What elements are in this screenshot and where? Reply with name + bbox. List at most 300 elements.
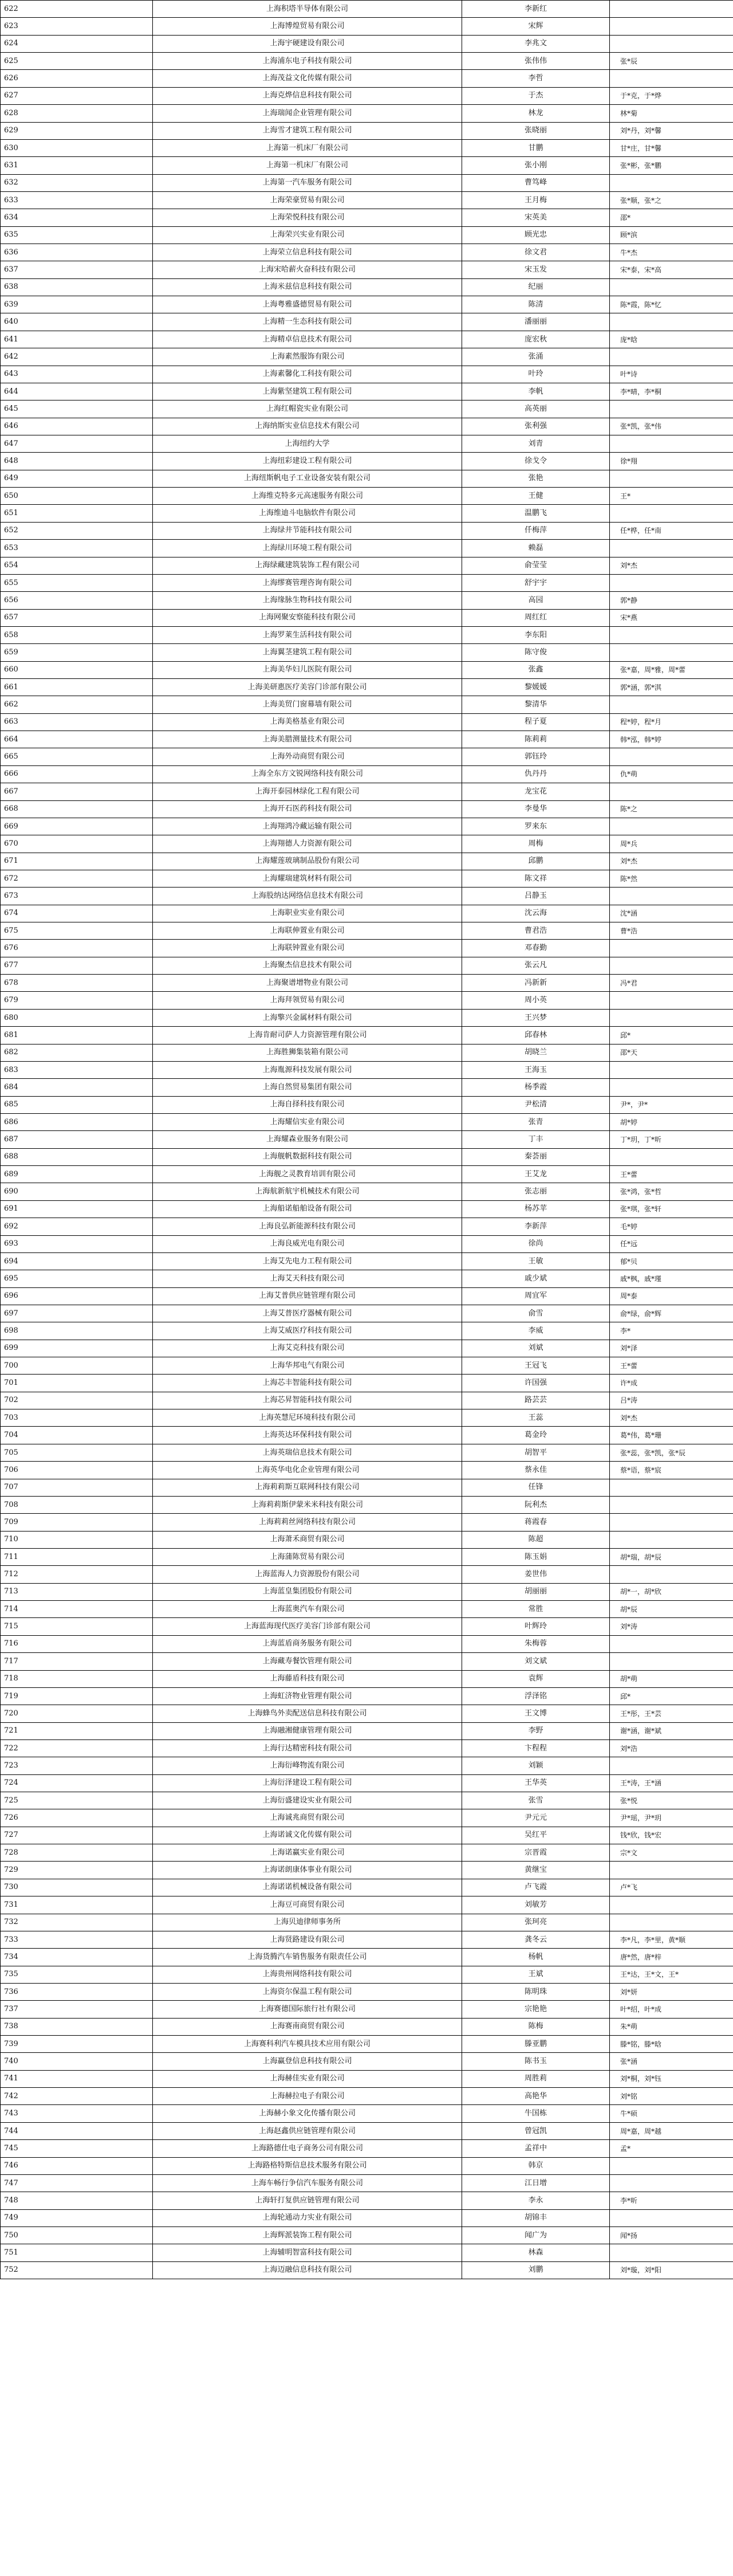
row-number-cell: 696 bbox=[1, 1287, 153, 1305]
company-name-cell: 上海纽彩建设工程有限公司 bbox=[153, 453, 462, 470]
company-name-cell: 上海迈融信息科技有限公司 bbox=[153, 2261, 462, 2279]
row-number-cell: 629 bbox=[1, 122, 153, 139]
row-number-cell: 723 bbox=[1, 1757, 153, 1774]
table-row bbox=[1, 853, 733, 870]
table-row bbox=[1, 1566, 733, 1583]
person-name-cell: 庞宏秋 bbox=[462, 331, 610, 348]
person-name-cell: 徐文君 bbox=[462, 244, 610, 261]
table-row bbox=[1, 35, 733, 52]
company-name-cell: 上海舰帆数据科技有限公司 bbox=[153, 1148, 462, 1165]
table-row bbox=[1, 1827, 733, 1844]
table-row bbox=[1, 1479, 733, 1496]
person-name-cell: 李曼华 bbox=[462, 800, 610, 818]
company-name-cell: 上海耀信实业有限公司 bbox=[153, 1114, 462, 1131]
table-row bbox=[1, 1427, 733, 1444]
relatives-note-cell bbox=[610, 400, 733, 418]
company-name-cell: 上海自择科技有限公司 bbox=[153, 1096, 462, 1113]
relatives-note-cell bbox=[610, 1496, 733, 1513]
company-name-cell: 上海荣悦科技有限公司 bbox=[153, 209, 462, 226]
row-number-cell: 707 bbox=[1, 1479, 153, 1496]
company-name-cell: 上海绿井节能科技有限公司 bbox=[153, 522, 462, 539]
company-name-cell: 上海赫小象文化传播有限公司 bbox=[153, 2105, 462, 2122]
person-name-cell: 黎清华 bbox=[462, 696, 610, 713]
relatives-note-cell: 邵*天 bbox=[610, 1044, 733, 1061]
person-name-cell: 王健 bbox=[462, 488, 610, 505]
company-name-cell: 上海罗莱生活科技有限公司 bbox=[153, 626, 462, 643]
table-row bbox=[1, 1235, 733, 1252]
table-row bbox=[1, 1531, 733, 1548]
row-number-cell: 738 bbox=[1, 2018, 153, 2035]
table-row bbox=[1, 1218, 733, 1235]
company-name-cell: 上海外动商贸有限公司 bbox=[153, 748, 462, 765]
person-name-cell: 周小英 bbox=[462, 992, 610, 1009]
company-name-cell: 上海股纳达网络信息技术有限公司 bbox=[153, 888, 462, 905]
row-number-cell: 748 bbox=[1, 2192, 153, 2209]
table-row bbox=[1, 731, 733, 748]
table-row bbox=[1, 1583, 733, 1600]
relatives-note-cell: 顾*滨 bbox=[610, 226, 733, 244]
relatives-note-cell: 韩*泓，韩*婷 bbox=[610, 731, 733, 748]
company-name-cell: 上海开泰园林绿化工程有限公司 bbox=[153, 783, 462, 800]
person-name-cell: 邱鹏 bbox=[462, 853, 610, 870]
relatives-note-cell bbox=[610, 1896, 733, 1914]
company-name-cell: 上海资尔保温工程有限公司 bbox=[153, 1983, 462, 2000]
row-number-cell: 654 bbox=[1, 557, 153, 574]
table-row bbox=[1, 139, 733, 156]
company-name-cell: 上海雪才建筑工程有限公司 bbox=[153, 122, 462, 139]
row-number-cell: 641 bbox=[1, 331, 153, 348]
company-name-cell: 上海胤源科技发展有限公司 bbox=[153, 1061, 462, 1078]
company-name-cell: 上海瑞闻企业管理有限公司 bbox=[153, 105, 462, 122]
person-name-cell: 路芸芸 bbox=[462, 1392, 610, 1409]
company-name-cell: 上海绿川环境工程有限公司 bbox=[153, 540, 462, 557]
relatives-note-cell bbox=[610, 70, 733, 87]
company-name-cell: 上海藤盾科技有限公司 bbox=[153, 1670, 462, 1687]
row-number-cell: 663 bbox=[1, 713, 153, 731]
table-row bbox=[1, 992, 733, 1009]
person-name-cell: 宋辉 bbox=[462, 18, 610, 35]
relatives-note-cell: 宗*文 bbox=[610, 1844, 733, 1862]
table-row bbox=[1, 1061, 733, 1078]
table-row bbox=[1, 1618, 733, 1635]
row-number-cell: 699 bbox=[1, 1340, 153, 1357]
person-name-cell: 龚冬云 bbox=[462, 1931, 610, 1948]
person-name-cell: 刘颖 bbox=[462, 1757, 610, 1774]
company-name-cell: 上海船诺船舶设备有限公司 bbox=[153, 1200, 462, 1218]
person-name-cell: 张利强 bbox=[462, 418, 610, 435]
relatives-note-cell bbox=[610, 626, 733, 643]
company-name-cell: 上海擎兴金属材料有限公司 bbox=[153, 1009, 462, 1026]
relatives-note-cell: 郭*静 bbox=[610, 592, 733, 609]
table-row bbox=[1, 296, 733, 313]
company-name-cell: 上海贤路建设有限公司 bbox=[153, 1931, 462, 1948]
person-name-cell: 顾光忠 bbox=[462, 226, 610, 244]
table-row bbox=[1, 748, 733, 765]
company-name-cell: 上海美华妇儿医院有限公司 bbox=[153, 661, 462, 678]
company-name-cell: 上海紫坚建筑工程有限公司 bbox=[153, 383, 462, 400]
relatives-note-cell: 刘*铭 bbox=[610, 2088, 733, 2105]
person-name-cell: 高英丽 bbox=[462, 400, 610, 418]
person-name-cell: 徐尚 bbox=[462, 1235, 610, 1252]
relatives-note-cell: 张*凯，张*伟 bbox=[610, 418, 733, 435]
table-row bbox=[1, 1670, 733, 1687]
person-name-cell: 舒宇宇 bbox=[462, 574, 610, 591]
person-name-cell: 张伟伟 bbox=[462, 53, 610, 70]
person-name-cell: 阮利杰 bbox=[462, 1496, 610, 1513]
row-number-cell: 704 bbox=[1, 1427, 153, 1444]
company-name-cell: 上海缘脉生物科技有限公司 bbox=[153, 592, 462, 609]
relatives-note-cell: 王*彤，王*芸 bbox=[610, 1705, 733, 1722]
person-name-cell: 刘鹏 bbox=[462, 2261, 610, 2279]
table-row bbox=[1, 470, 733, 487]
person-name-cell: 邓春勤 bbox=[462, 940, 610, 957]
row-number-cell: 682 bbox=[1, 1044, 153, 1061]
row-number-cell: 737 bbox=[1, 2001, 153, 2018]
company-name-cell: 上海良威光电有限公司 bbox=[153, 1235, 462, 1252]
row-number-cell: 715 bbox=[1, 1618, 153, 1635]
relatives-note-cell: 吕*涛 bbox=[610, 1392, 733, 1409]
relatives-note-cell: 刘*桐，刘*钰 bbox=[610, 2070, 733, 2087]
table-row bbox=[1, 87, 733, 104]
person-name-cell: 尹元元 bbox=[462, 1809, 610, 1827]
row-number-cell: 677 bbox=[1, 957, 153, 974]
company-name-cell: 上海赫佳实业有限公司 bbox=[153, 2070, 462, 2087]
table-row bbox=[1, 1322, 733, 1340]
person-name-cell: 张云凡 bbox=[462, 957, 610, 974]
row-number-cell: 676 bbox=[1, 940, 153, 957]
table-row bbox=[1, 2209, 733, 2226]
person-name-cell: 宋英美 bbox=[462, 209, 610, 226]
row-number-cell: 740 bbox=[1, 2053, 153, 2070]
company-name-cell: 上海纽斯帆电子工业设备安装有限公司 bbox=[153, 470, 462, 487]
row-number-cell: 721 bbox=[1, 1722, 153, 1739]
person-name-cell: 程子夏 bbox=[462, 713, 610, 731]
relatives-note-cell: 郭*涵，郭*淇 bbox=[610, 679, 733, 696]
table-row bbox=[1, 1114, 733, 1131]
relatives-note-cell: 葛*伟，葛*珊 bbox=[610, 1427, 733, 1444]
company-name-cell: 上海英慧尼环境科技有限公司 bbox=[153, 1409, 462, 1427]
person-name-cell: 蒋霞春 bbox=[462, 1514, 610, 1531]
person-name-cell: 黄继宝 bbox=[462, 1862, 610, 1879]
row-number-cell: 736 bbox=[1, 1983, 153, 2000]
table-row bbox=[1, 1983, 733, 2000]
row-number-cell: 742 bbox=[1, 2088, 153, 2105]
row-number-cell: 739 bbox=[1, 2036, 153, 2053]
company-name-cell: 上海翔德人力资源有限公司 bbox=[153, 835, 462, 853]
company-name-cell: 上海良弘新能源科技有限公司 bbox=[153, 1218, 462, 1235]
row-number-cell: 684 bbox=[1, 1079, 153, 1096]
row-number-cell: 728 bbox=[1, 1844, 153, 1862]
person-name-cell: 胡锦丰 bbox=[462, 2209, 610, 2226]
company-name-cell: 上海聚杰信息技术有限公司 bbox=[153, 957, 462, 974]
company-name-cell: 上海维克特多元高速服务有限公司 bbox=[153, 488, 462, 505]
relatives-note-cell: 刘*杰 bbox=[610, 853, 733, 870]
person-name-cell: 陈玉娟 bbox=[462, 1548, 610, 1565]
table-row bbox=[1, 940, 733, 957]
person-name-cell: 李野 bbox=[462, 1722, 610, 1739]
relatives-note-cell bbox=[610, 888, 733, 905]
relatives-note-cell: 沈*涵 bbox=[610, 905, 733, 922]
row-number-cell: 658 bbox=[1, 626, 153, 643]
row-number-cell: 724 bbox=[1, 1774, 153, 1792]
person-name-cell: 袁辉 bbox=[462, 1670, 610, 1687]
relatives-note-cell: 胡*辰 bbox=[610, 1601, 733, 1618]
company-name-cell: 上海路格特斯信息技术服务有限公司 bbox=[153, 2157, 462, 2174]
relatives-note-cell: 王*蕾 bbox=[610, 1357, 733, 1375]
person-name-cell: 陈守俊 bbox=[462, 644, 610, 661]
relatives-note-cell: 牛*杰 bbox=[610, 244, 733, 261]
row-number-cell: 627 bbox=[1, 87, 153, 104]
relatives-note-cell: 张*涵 bbox=[610, 2053, 733, 2070]
person-name-cell: 任锋 bbox=[462, 1479, 610, 1496]
table-row bbox=[1, 488, 733, 505]
table-row bbox=[1, 1096, 733, 1113]
table-row bbox=[1, 2227, 733, 2244]
person-name-cell: 王文博 bbox=[462, 1705, 610, 1722]
person-name-cell: 张志丽 bbox=[462, 1183, 610, 1200]
row-number-cell: 689 bbox=[1, 1166, 153, 1183]
person-name-cell: 周梅 bbox=[462, 835, 610, 853]
company-name-cell: 上海美研惠医疗美容门诊部有限公司 bbox=[153, 679, 462, 696]
row-number-cell: 727 bbox=[1, 1827, 153, 1844]
table-row bbox=[1, 1896, 733, 1914]
relatives-note-cell: 邱* bbox=[610, 1027, 733, 1044]
row-number-cell: 653 bbox=[1, 540, 153, 557]
relatives-note-cell bbox=[610, 2174, 733, 2192]
company-name-cell: 上海自然贸易集团有限公司 bbox=[153, 1079, 462, 1096]
row-number-cell: 661 bbox=[1, 679, 153, 696]
row-number-cell: 716 bbox=[1, 1635, 153, 1652]
person-name-cell: 杨苏苹 bbox=[462, 1200, 610, 1218]
company-name-cell: 上海职业实业有限公司 bbox=[153, 905, 462, 922]
table-row bbox=[1, 122, 733, 139]
company-name-cell: 上海博煌贸易有限公司 bbox=[153, 18, 462, 35]
row-number-cell: 656 bbox=[1, 592, 153, 609]
relatives-note-cell: 张*彬，张*鹏 bbox=[610, 157, 733, 174]
row-number-cell: 683 bbox=[1, 1061, 153, 1078]
company-name-cell: 上海虹济物业管理有限公司 bbox=[153, 1687, 462, 1705]
row-number-cell: 652 bbox=[1, 522, 153, 539]
table-row bbox=[1, 1635, 733, 1652]
row-number-cell: 708 bbox=[1, 1496, 153, 1513]
person-name-cell: 甘鹏 bbox=[462, 139, 610, 156]
company-name-cell: 上海耀莲玻璃制品股份有限公司 bbox=[153, 853, 462, 870]
row-number-cell: 747 bbox=[1, 2174, 153, 2192]
relatives-note-cell: 徐*翔 bbox=[610, 453, 733, 470]
row-number-cell: 675 bbox=[1, 922, 153, 940]
person-name-cell: 刘敏芳 bbox=[462, 1896, 610, 1914]
row-number-cell: 645 bbox=[1, 400, 153, 418]
person-name-cell: 王斌 bbox=[462, 1966, 610, 1983]
row-number-cell: 726 bbox=[1, 1809, 153, 1827]
relatives-note-cell: 陈*然 bbox=[610, 870, 733, 887]
row-number-cell: 670 bbox=[1, 835, 153, 853]
company-name-cell: 上海英达环保科技有限公司 bbox=[153, 1427, 462, 1444]
registry-table-body bbox=[1, 1, 733, 2279]
table-row bbox=[1, 1148, 733, 1165]
table-row bbox=[1, 783, 733, 800]
row-number-cell: 671 bbox=[1, 853, 153, 870]
table-row bbox=[1, 1705, 733, 1722]
person-name-cell: 赖磊 bbox=[462, 540, 610, 557]
table-row bbox=[1, 1270, 733, 1287]
table-row bbox=[1, 331, 733, 348]
table-row bbox=[1, 1949, 733, 1966]
table-row bbox=[1, 540, 733, 557]
relatives-note-cell bbox=[610, 278, 733, 296]
relatives-note-cell: 张*琪，张*轩 bbox=[610, 1200, 733, 1218]
relatives-note-cell: 王* bbox=[610, 488, 733, 505]
relatives-note-cell bbox=[610, 644, 733, 661]
row-number-cell: 746 bbox=[1, 2157, 153, 2174]
row-number-cell: 673 bbox=[1, 888, 153, 905]
company-name-cell: 上海肯耐司萨人力资源管理有限公司 bbox=[153, 1027, 462, 1044]
relatives-note-cell bbox=[610, 1148, 733, 1165]
table-row bbox=[1, 244, 733, 261]
row-number-cell: 681 bbox=[1, 1027, 153, 1044]
table-row bbox=[1, 800, 733, 818]
row-number-cell: 719 bbox=[1, 1687, 153, 1705]
row-number-cell: 732 bbox=[1, 1914, 153, 1931]
table-row bbox=[1, 1009, 733, 1026]
row-number-cell: 642 bbox=[1, 348, 153, 366]
company-name-cell: 上海行达精密科技有限公司 bbox=[153, 1739, 462, 1757]
company-name-cell: 上海赛科利汽车模具技术应用有限公司 bbox=[153, 2036, 462, 2053]
company-name-cell: 上海轩打复供应链管理有限公司 bbox=[153, 2192, 462, 2209]
table-row bbox=[1, 1200, 733, 1218]
table-row bbox=[1, 905, 733, 922]
relatives-note-cell: 张*辰 bbox=[610, 53, 733, 70]
row-number-cell: 633 bbox=[1, 191, 153, 209]
table-row bbox=[1, 1722, 733, 1739]
table-row bbox=[1, 261, 733, 278]
table-row bbox=[1, 2140, 733, 2157]
company-name-cell: 上海蓝海现代医疗美容门诊部有限公司 bbox=[153, 1618, 462, 1635]
person-name-cell: 叶玲 bbox=[462, 366, 610, 383]
table-row bbox=[1, 174, 733, 191]
company-name-cell: 上海缪赛管理咨询有限公司 bbox=[153, 574, 462, 591]
person-name-cell: 闻广为 bbox=[462, 2227, 610, 2244]
table-row bbox=[1, 1687, 733, 1705]
relatives-note-cell: 邵* bbox=[610, 209, 733, 226]
table-row bbox=[1, 1792, 733, 1809]
company-name-cell: 上海蓝奥汽车有限公司 bbox=[153, 1601, 462, 1618]
company-name-cell: 上海素然服饰有限公司 bbox=[153, 348, 462, 366]
relatives-note-cell bbox=[610, 1061, 733, 1078]
person-name-cell: 王海玉 bbox=[462, 1061, 610, 1078]
company-name-cell: 上海网聚安察能科技有限公司 bbox=[153, 609, 462, 626]
company-name-cell: 上海纳斯实业信息技术有限公司 bbox=[153, 418, 462, 435]
person-name-cell: 刘斌 bbox=[462, 1340, 610, 1357]
row-number-cell: 637 bbox=[1, 261, 153, 278]
relatives-note-cell: 刘*妍 bbox=[610, 1983, 733, 2000]
row-number-cell: 703 bbox=[1, 1409, 153, 1427]
row-number-cell: 660 bbox=[1, 661, 153, 678]
company-name-cell: 上海诺赢实业有限公司 bbox=[153, 1844, 462, 1862]
table-row bbox=[1, 1305, 733, 1322]
table-row bbox=[1, 2001, 733, 2018]
person-name-cell: 郭钰玲 bbox=[462, 748, 610, 765]
relatives-note-cell bbox=[610, 505, 733, 522]
company-name-cell: 上海美贸门窗幕墙有限公司 bbox=[153, 696, 462, 713]
table-row bbox=[1, 557, 733, 574]
table-row bbox=[1, 696, 733, 713]
relatives-note-cell: 毛*婷 bbox=[610, 1218, 733, 1235]
person-name-cell: 陈超 bbox=[462, 1531, 610, 1548]
relatives-note-cell bbox=[610, 1, 733, 18]
table-row bbox=[1, 1, 733, 18]
person-name-cell: 李威 bbox=[462, 1322, 610, 1340]
row-number-cell: 659 bbox=[1, 644, 153, 661]
row-number-cell: 698 bbox=[1, 1322, 153, 1340]
company-name-cell: 上海艾先电力工程有限公司 bbox=[153, 1252, 462, 1270]
row-number-cell: 635 bbox=[1, 226, 153, 244]
table-row bbox=[1, 1966, 733, 1983]
person-name-cell: 刘青 bbox=[462, 435, 610, 452]
company-name-cell: 上海赛德国际旅行社有限公司 bbox=[153, 2001, 462, 2018]
relatives-note-cell: 程*婷，程*月 bbox=[610, 713, 733, 731]
person-name-cell: 潘丽丽 bbox=[462, 313, 610, 331]
row-number-cell: 700 bbox=[1, 1357, 153, 1375]
company-name-cell: 上海诚兆商贸有限公司 bbox=[153, 1809, 462, 1827]
person-name-cell: 胡丽丽 bbox=[462, 1583, 610, 1600]
company-name-cell: 上海蜂鸟外卖配送信息科技有限公司 bbox=[153, 1705, 462, 1722]
row-number-cell: 687 bbox=[1, 1131, 153, 1148]
table-row bbox=[1, 400, 733, 418]
person-name-cell: 吕静玉 bbox=[462, 888, 610, 905]
person-name-cell: 秦荟丽 bbox=[462, 1148, 610, 1165]
table-row bbox=[1, 435, 733, 452]
table-row bbox=[1, 1514, 733, 1531]
row-number-cell: 679 bbox=[1, 992, 153, 1009]
company-name-cell: 上海红帽瓷实业有限公司 bbox=[153, 400, 462, 418]
table-row bbox=[1, 1931, 733, 1948]
table-row bbox=[1, 453, 733, 470]
company-name-cell: 上海贝迪律师事务所 bbox=[153, 1914, 462, 1931]
person-name-cell: 张晓丽 bbox=[462, 122, 610, 139]
row-number-cell: 695 bbox=[1, 1270, 153, 1287]
relatives-note-cell: 刘*璇，刘*阳 bbox=[610, 2261, 733, 2279]
person-name-cell: 张艳 bbox=[462, 470, 610, 487]
company-name-cell: 上海衍盛建设实业有限公司 bbox=[153, 1792, 462, 1809]
relatives-note-cell: 陈*之 bbox=[610, 800, 733, 818]
relatives-note-cell: 林*菊 bbox=[610, 105, 733, 122]
relatives-note-cell: 张*蕊，张*凯，张*辰 bbox=[610, 1444, 733, 1461]
person-name-cell: 王艾龙 bbox=[462, 1166, 610, 1183]
company-name-cell: 上海英华电化企业管理有限公司 bbox=[153, 1462, 462, 1479]
table-row bbox=[1, 1548, 733, 1565]
person-name-cell: 叶辉玲 bbox=[462, 1618, 610, 1635]
row-number-cell: 669 bbox=[1, 818, 153, 835]
relatives-note-cell: 许*成 bbox=[610, 1375, 733, 1392]
relatives-note-cell: 李*昕 bbox=[610, 2192, 733, 2209]
company-name-cell: 上海衍峰物流有限公司 bbox=[153, 1757, 462, 1774]
relatives-note-cell: 刘*涛 bbox=[610, 1618, 733, 1635]
person-name-cell: 牛国栋 bbox=[462, 2105, 610, 2122]
person-name-cell: 林龙 bbox=[462, 105, 610, 122]
person-name-cell: 尹松清 bbox=[462, 1096, 610, 1113]
table-row bbox=[1, 2105, 733, 2122]
company-name-cell: 上海莉莉斯伊蒙米米科技有限公司 bbox=[153, 1496, 462, 1513]
relatives-note-cell: 李* bbox=[610, 1322, 733, 1340]
relatives-note-cell: 朱*萌 bbox=[610, 2018, 733, 2035]
company-name-cell: 上海豆可商贸有限公司 bbox=[153, 1896, 462, 1914]
person-name-cell: 周宜军 bbox=[462, 1287, 610, 1305]
person-name-cell: 宗晋霞 bbox=[462, 1844, 610, 1862]
relatives-note-cell bbox=[610, 1531, 733, 1548]
person-name-cell: 刘文斌 bbox=[462, 1653, 610, 1670]
table-row bbox=[1, 818, 733, 835]
